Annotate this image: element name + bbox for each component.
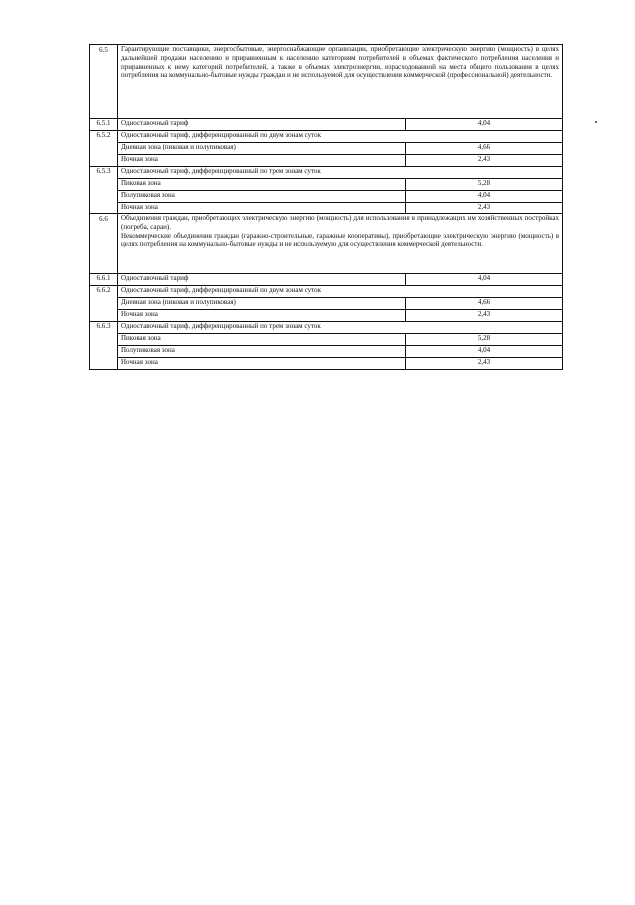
row-description: Гарантирующие поставщики, энергосбытовые, энергоснабжающие организации, приобретающие электрическую энергию (мощность) в целях дальнейшей продажи населению и приравненным к населению категориям потребителей в объемах фактического потребления населения и приравненных к нему категорий потребителей, а также в объемах электроэнергии, израсходованной на места общего пользования в целях потребления на коммунально-бытовые нужды граждан и не используемой для осуществления коммерческой (профессиональной) деятельности. (118, 45, 563, 119)
row-number: 6.5.1 (90, 119, 118, 131)
row-description-part-2: Некоммерческие объединения граждан (гаражно-строительные, гаражные кооперативы), приобретающие электрическую энергию (мощность) в целях потребления на коммунально-бытовые нужды и не используемую для осуществления коммерческой деятельности. (121, 231, 559, 249)
row-description (118, 214, 563, 274)
table-row (90, 179, 563, 191)
row-label: Одноставочный тариф, дифференцированный по двум зонам суток (118, 286, 563, 298)
table-row-6-5-1 (90, 119, 563, 131)
row-number: 6.6.2 (90, 286, 118, 298)
row-label: Дневная зона (пиковая и полупиковая) (118, 143, 406, 155)
row-label: Одноставочный тариф, дифференцированный по трем зонам суток (118, 167, 563, 179)
row-label: Пиковая зона (118, 334, 406, 346)
row-number: 6.6 (90, 214, 118, 274)
table-row-6-5 (90, 45, 563, 119)
table-row (90, 358, 563, 370)
table-row (90, 203, 563, 214)
row-label: Ночная зона (118, 203, 406, 214)
tariff-table (89, 44, 563, 370)
row-label: Дневная зона (пиковая и полупиковая) (118, 298, 406, 310)
row-number: 6.5.3 (90, 167, 118, 179)
row-value: 4,04 (406, 119, 563, 131)
table-row-6-6-3 (90, 322, 563, 334)
row-number: 6.5 (90, 45, 118, 119)
row-label: Полупиковая зона (118, 191, 406, 203)
row-label: Ночная зона (118, 358, 406, 370)
row-value: 4,04 (406, 191, 563, 203)
table-row (90, 346, 563, 358)
row-description-part-1: Объединения граждан, приобретающих электрическую энергию (мощность) для использования в принадлежащих им хозяйственных постройках (погреба, сараи). (121, 214, 559, 231)
row-number: 6.6.1 (90, 274, 118, 286)
scan-speck (595, 121, 597, 123)
row-value: 2,43 (406, 358, 563, 370)
row-value: 2,43 (406, 203, 563, 214)
row-label: Ночная зона (118, 310, 406, 322)
row-value: 5,28 (406, 334, 563, 346)
row-label: Одноставочный тариф (118, 274, 406, 286)
row-value: 5,28 (406, 179, 563, 191)
row-number: 6.5.2 (90, 131, 118, 143)
row-value: 4,66 (406, 298, 563, 310)
row-label: Полупиковая зона (118, 346, 406, 358)
row-value: 4,04 (406, 274, 563, 286)
row-value: 4,04 (406, 346, 563, 358)
table-row-6-6-2 (90, 286, 563, 298)
table-row (90, 334, 563, 346)
tariff-table-page (89, 44, 562, 370)
row-value: 4,66 (406, 143, 563, 155)
row-label: Одноставочный тариф, дифференцированный по двум зонам суток (118, 131, 563, 143)
table-row-6-5-3 (90, 167, 563, 179)
table-row (90, 310, 563, 322)
table-row (90, 155, 563, 167)
row-label: Ночная зона (118, 155, 406, 167)
table-row-6-6 (90, 214, 563, 274)
table-row (90, 191, 563, 203)
row-value: 2,43 (406, 310, 563, 322)
table-row (90, 298, 563, 310)
row-value: 2,43 (406, 155, 563, 167)
table-row-6-5-2 (90, 131, 563, 143)
row-label: Пиковая зона (118, 179, 406, 191)
table-row-6-6-1 (90, 274, 563, 286)
row-number: 6.6.3 (90, 322, 118, 334)
row-label: Одноставочный тариф, дифференцированный по трем зонам суток (118, 322, 563, 334)
row-label: Одноставочный тариф (118, 119, 406, 131)
table-row (90, 143, 563, 155)
